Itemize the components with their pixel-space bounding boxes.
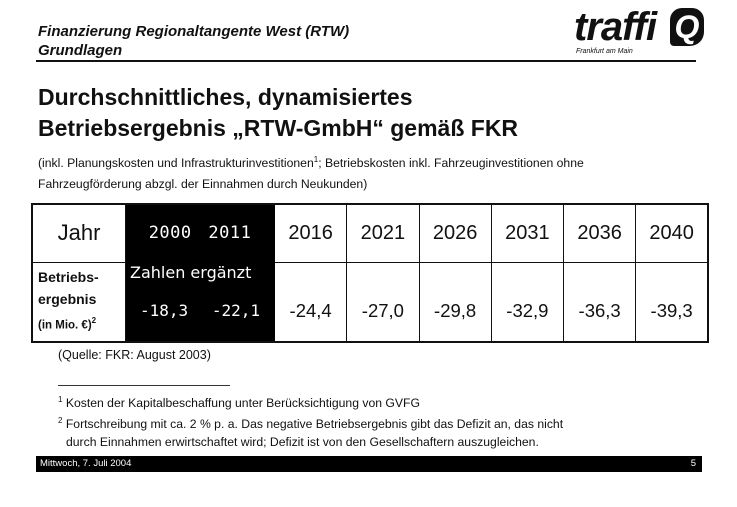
page-title <box>38 82 518 144</box>
year-cell: 2026 <box>419 204 491 262</box>
year-cell: 2040 <box>636 204 708 262</box>
row-label-cell <box>32 262 126 342</box>
page-number: 5 <box>690 458 696 469</box>
row-label-line-2: ergebnis <box>38 291 97 308</box>
table-header-row <box>32 204 708 262</box>
row-label-line-1: Betriebs- <box>38 269 99 286</box>
source-note: (Quelle: FKR: August 2003) <box>58 348 211 362</box>
value-cell: -36,3 <box>564 262 636 342</box>
header-title <box>38 22 349 60</box>
footnote-1-text: Kosten der Kapitalbeschaffung unter Berücksichtigung von GVFG <box>65 396 420 411</box>
year-cell: 2036 <box>564 204 636 262</box>
trafficq-logo <box>574 6 710 62</box>
value-cell: -39,3 <box>636 262 708 342</box>
value-cell: -24,4 <box>275 262 347 342</box>
footnote-1-number: 1 <box>58 395 63 404</box>
footer-date: Mittwoch, 7. Juli 2004 <box>40 458 132 469</box>
subtitle-line-2: Fahrzeugförderung abzgl. der Einnahmen durch Neukunden) <box>38 177 368 192</box>
logo-wordmark: traffi <box>574 5 657 49</box>
overlay-years-cell: 2000 2011 <box>126 204 275 262</box>
subtitle-part-2: ; Betriebskosten inkl. Fahrzeuginvestitionen ohne <box>318 156 584 171</box>
value-cell: -29,8 <box>419 262 491 342</box>
footnote-2-number: 2 <box>58 416 63 426</box>
header-divider <box>36 60 696 62</box>
row-label-footnote-ref: 2 <box>91 316 97 326</box>
year-label-cell: Jahr <box>32 204 126 262</box>
year-cell: 2031 <box>491 204 563 262</box>
footer-bar <box>36 456 702 472</box>
results-table <box>31 203 709 343</box>
footnote-1 <box>58 391 698 412</box>
overlay-values-cell <box>126 262 275 342</box>
title-line-1: Durchschnittliches, dynamisiertes <box>38 84 413 110</box>
footnote-2-text: Fortschreibung mit ca. 2 % p. a. Das negative Betriebsergebnis gibt das Defizit an, das nicht <box>65 417 564 432</box>
year-cell: 2016 <box>275 204 347 262</box>
overlay-values: -18,3 -22,1 <box>140 301 260 321</box>
subtitle <box>38 149 698 195</box>
overlay-note: Zahlen ergänzt <box>130 262 252 282</box>
footnote-2-continuation: durch Einnahmen erwirtschaftet wird; Defizit ist von den Gesellschaftern auszugleichen. <box>66 435 539 450</box>
header-line-2: Grundlagen <box>38 42 123 59</box>
subtitle-footnote-ref: 1 <box>313 155 319 164</box>
title-line-2: Betriebsergebnis „RTW-GmbH“ gemäß FKR <box>38 115 519 141</box>
year-cell: 2021 <box>347 204 419 262</box>
row-label-unit: (in Mio. €) <box>38 320 92 333</box>
value-cell: -27,0 <box>347 262 419 342</box>
logo-q-badge: Q <box>670 8 704 46</box>
footnote-divider <box>58 385 230 386</box>
table-value-row <box>32 262 708 342</box>
header-line-1: Finanzierung Regionaltangente West (RTW) <box>38 23 350 40</box>
value-cell: -32,9 <box>491 262 563 342</box>
logo-subline: Frankfurt am Main <box>576 48 633 55</box>
footnote-2 <box>58 412 698 433</box>
subtitle-part-1: (inkl. Planungskosten und Infrastrukturinvestitionen <box>38 156 314 171</box>
footnotes <box>58 391 698 451</box>
